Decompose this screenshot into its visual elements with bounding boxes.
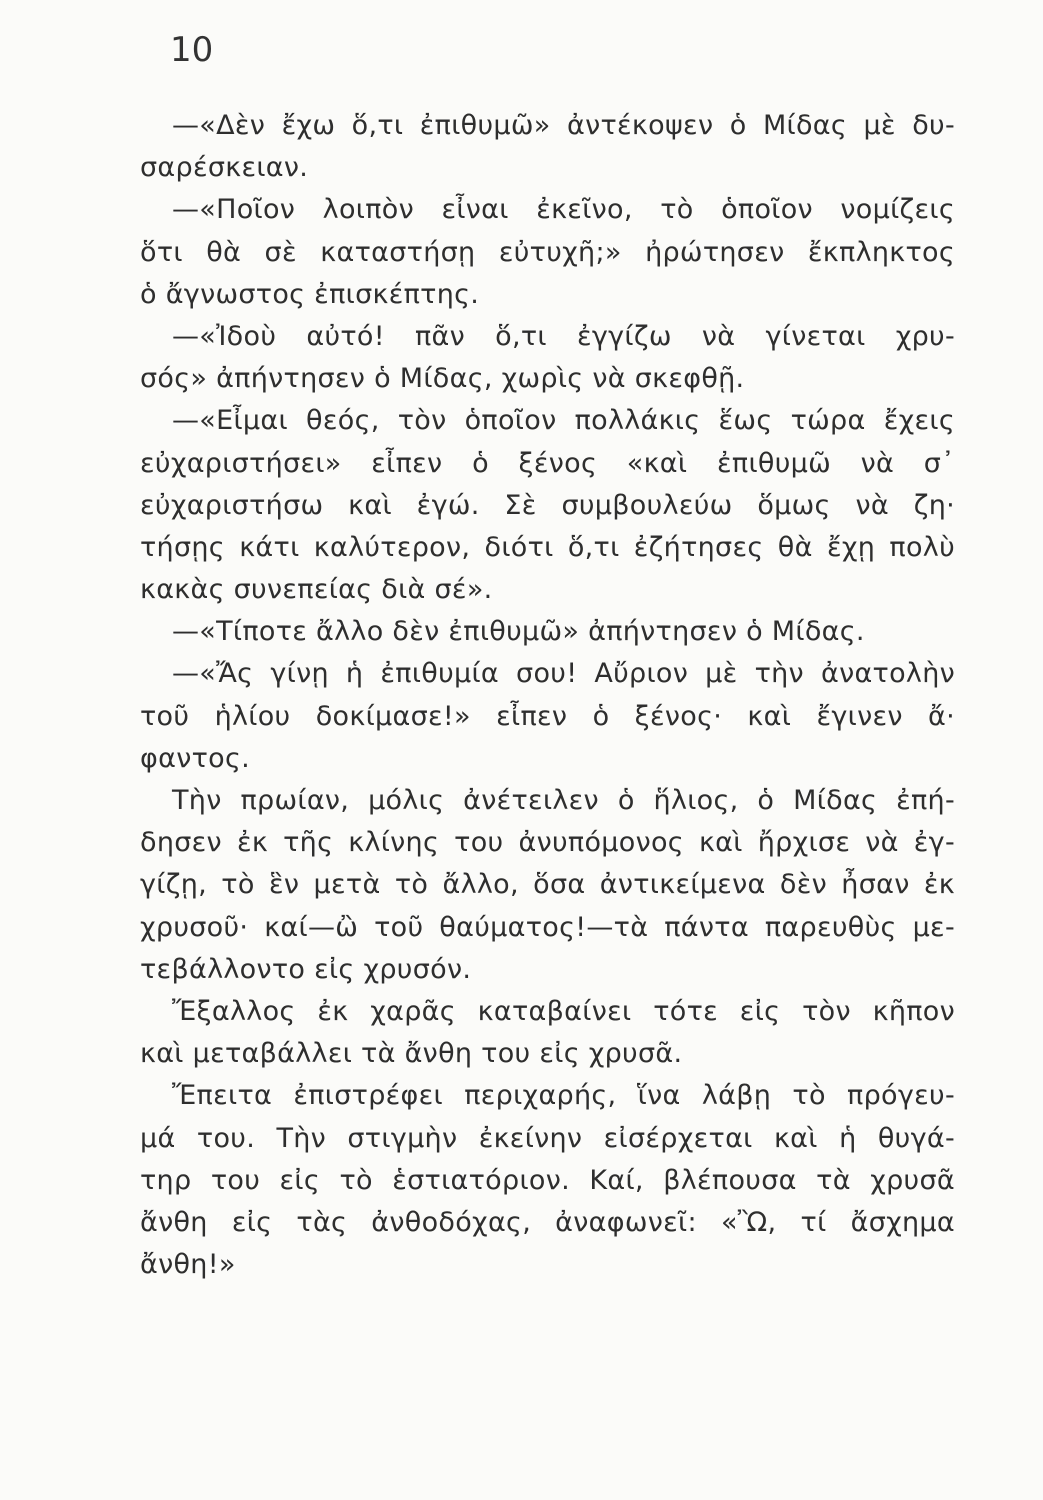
text-line: εὐχαριστήσω καὶ ἐγώ. Σὲ συμβουλεύω ὅμως νὰ ζη· bbox=[140, 489, 955, 521]
text-line: γίζῃ, τὸ ἓν μετὰ τὸ ἄλλο, ὅσα ἀντικείμενα δὲν ἦσαν ἐκ bbox=[140, 869, 955, 901]
text-line: καὶ μεταβάλλει τὰ ἄνθη του εἰς χρυσᾶ. bbox=[140, 1038, 683, 1070]
page-number: 10 bbox=[170, 30, 214, 70]
text-line: εὐχαριστήσει» εἶπεν ὁ ξένος «καὶ ἐπιθυμῶ νὰ σ᾽ bbox=[140, 447, 955, 479]
text-line: —«Τίποτε ἄλλο δὲν ἐπιθυμῶ» ἀπήντησεν ὁ Μίδας. bbox=[172, 616, 865, 648]
text-line: ὁ ἄγνωστος ἐπισκέπτης. bbox=[140, 278, 480, 310]
text-line: —«Ποῖον λοιπὸν εἶναι ἐκεῖνο, τὸ ὁποῖον νομίζεις bbox=[172, 194, 955, 226]
text-line: σαρέσκειαν. bbox=[140, 152, 309, 184]
text-line: —«Ἄς γίνῃ ἡ ἐπιθυμία σου! Αὔριον μὲ τὴν ἀνατολὴν bbox=[172, 658, 955, 690]
text-line: ἄνθη εἰς τὰς ἀνθοδόχας, ἀναφωνεῖ: «Ὢ, τί ἄσχημα bbox=[140, 1206, 955, 1238]
text-line: φαντος. bbox=[140, 742, 250, 774]
text-line: ἄνθη!» bbox=[140, 1249, 236, 1281]
text-line: Ἔπειτα ἐπιστρέφει περιχαρής, ἵνα λάβῃ τὸ πρόγευ- bbox=[172, 1080, 955, 1112]
page-text bbox=[140, 105, 955, 1286]
text-line: Τὴν πρωίαν, μόλις ἀνέτειλεν ὁ ἥλιος, ὁ Μίδας ἐπή- bbox=[172, 785, 955, 816]
text-line: Ἔξαλλος ἐκ χαρᾶς καταβαίνει τότε εἰς τὸν κῆπον bbox=[172, 995, 955, 1027]
text-line: —«Δὲν ἔχω ὅ,τι ἐπιθυμῶ» ἀντέκοψεν ὁ Μίδας μὲ δυ- bbox=[172, 110, 955, 141]
text-line: τήσῃς κάτι καλύτερον, διότι ὅ,τι ἐζήτησες θὰ ἔχῃ πολὺ bbox=[140, 531, 955, 563]
text-line: τηρ του εἰς τὸ ἑστιατόριον. Καί, βλέπουσα τὰ χρυσᾶ bbox=[140, 1164, 955, 1196]
text-line: —«Εἶμαι θεός, τὸν ὁποῖον πολλάκις ἕως τώρα ἔχεις bbox=[172, 405, 955, 437]
text-line: δησεν ἐκ τῆς κλίνης του ἀνυπόμονος καὶ ἤρχισε νὰ ἐγ- bbox=[140, 827, 955, 859]
text-line: σός» ἀπήντησεν ὁ Μίδας, χωρὶς νὰ σκεφθῇ. bbox=[140, 363, 745, 395]
text-line: μά του. Τὴν στιγμὴν ἐκείνην εἰσέρχεται καὶ ἡ θυγά- bbox=[140, 1122, 955, 1154]
text-line: τεβάλλοντο εἰς χρυσόν. bbox=[140, 953, 472, 985]
text-line: χρυσοῦ· καί—ὢ τοῦ θαύματος!—τὰ πάντα παρευθὺς με- bbox=[140, 911, 955, 943]
text-line: ὅτι θὰ σὲ καταστήσῃ εὐτυχῆ;» ἠρώτησεν ἔκπληκτος bbox=[140, 236, 955, 268]
text-line: —«Ἰδοὺ αὐτό! πᾶν ὅ,τι ἐγγίζω νὰ γίνεται χρυ- bbox=[172, 320, 955, 352]
text-line: τοῦ ἡλίου δοκίμασε!» εἶπεν ὁ ξένος· καὶ ἔγινεν ἄ· bbox=[140, 700, 955, 732]
text-line: κακὰς συνεπείας διὰ σέ». bbox=[140, 574, 493, 606]
